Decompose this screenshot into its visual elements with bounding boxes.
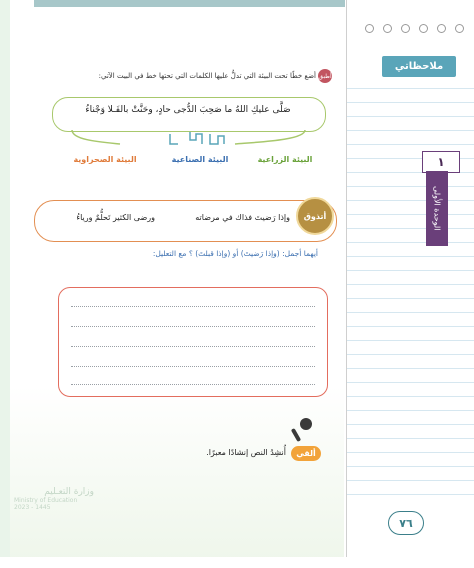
note-line [347, 116, 474, 117]
ministry-year: 2023 - 1445 [14, 504, 51, 511]
taste-verse-right: وإذا رَضيتَ فذاك في مرضاته [195, 213, 290, 222]
note-line [347, 130, 474, 131]
binder-hole-icon [383, 24, 392, 33]
note-line [347, 326, 474, 327]
note-line [347, 228, 474, 229]
binder-hole-icon [365, 24, 374, 33]
note-line [347, 452, 474, 453]
binder-hole-icon [419, 24, 428, 33]
unit-number: ١ [422, 151, 460, 173]
unit-tab: الوحدة الأولى [426, 171, 448, 246]
note-line [347, 88, 474, 89]
note-line [347, 424, 474, 425]
note-line [347, 298, 474, 299]
note-line [347, 256, 474, 257]
main-content-area [10, 0, 344, 568]
answer-box[interactable] [58, 287, 328, 397]
note-line [347, 242, 474, 243]
note-line [347, 144, 474, 145]
left-margin [0, 0, 10, 568]
ministry-subtitle: Ministry of Education [14, 497, 78, 504]
env-desert: البيئة الصحراوية [73, 155, 137, 164]
note-line [347, 340, 474, 341]
note-line [347, 368, 474, 369]
verse-text: صَلَّى عليكِ اللهُ ما صَحِبَ الدُّجى حادٍ، وحَنَّتْ بالفَـلا وَجْناءُ [85, 105, 291, 115]
taste-badge-icon: أتذوق [296, 197, 334, 235]
note-line [347, 270, 474, 271]
apply-badge-icon: أطبق [318, 69, 332, 83]
recite-instruction: أُنشِدُ النص إنشادًا معبرًا. [206, 448, 286, 457]
answer-line [71, 384, 315, 385]
header-band [34, 0, 345, 7]
note-line [347, 186, 474, 187]
note-line [347, 466, 474, 467]
note-line [347, 480, 474, 481]
note-line [347, 200, 474, 201]
recite-badge-icon: ألقي [291, 446, 321, 461]
binder-hole-icon [437, 24, 446, 33]
answer-line [71, 346, 315, 347]
microphone-icon [290, 416, 314, 444]
note-line [347, 102, 474, 103]
note-line [347, 312, 474, 313]
answer-line [71, 366, 315, 367]
connector-lines [60, 128, 316, 158]
env-industrial: البيئة الصناعية [171, 155, 229, 164]
note-line [347, 214, 474, 215]
note-line [347, 494, 474, 495]
ministry-logo [14, 487, 94, 535]
ministry-name: وزارة التعـليم [44, 487, 94, 497]
note-line [347, 396, 474, 397]
page-number: ٧٦ [388, 511, 424, 535]
note-line [347, 438, 474, 439]
answer-line [71, 326, 315, 327]
notes-title: ملاحظاتي [382, 56, 456, 77]
taste-question: أيهما أجمل: (وإذا رَضيتَ) أو (وإذا قبلتَ) ؟ مع التعليل: [152, 249, 318, 258]
bottom-band [0, 557, 474, 568]
note-line [347, 284, 474, 285]
exercise1-instruction: أضع خطًا تحت البيئة التي تدلُّ عليها الكلمات التي تحتها خط في البيت الآتي: [98, 72, 316, 80]
binder-hole-icon [401, 24, 410, 33]
env-agricultural: البيئة الزراعية [257, 155, 313, 164]
notes-sidebar [346, 0, 474, 568]
note-line [347, 354, 474, 355]
binder-hole-icon [455, 24, 464, 33]
note-line [347, 410, 474, 411]
note-line [347, 382, 474, 383]
taste-verse-left: ورضى الكثير تَحلُّمٌ ورياءُ [76, 213, 155, 222]
answer-line [71, 306, 315, 307]
